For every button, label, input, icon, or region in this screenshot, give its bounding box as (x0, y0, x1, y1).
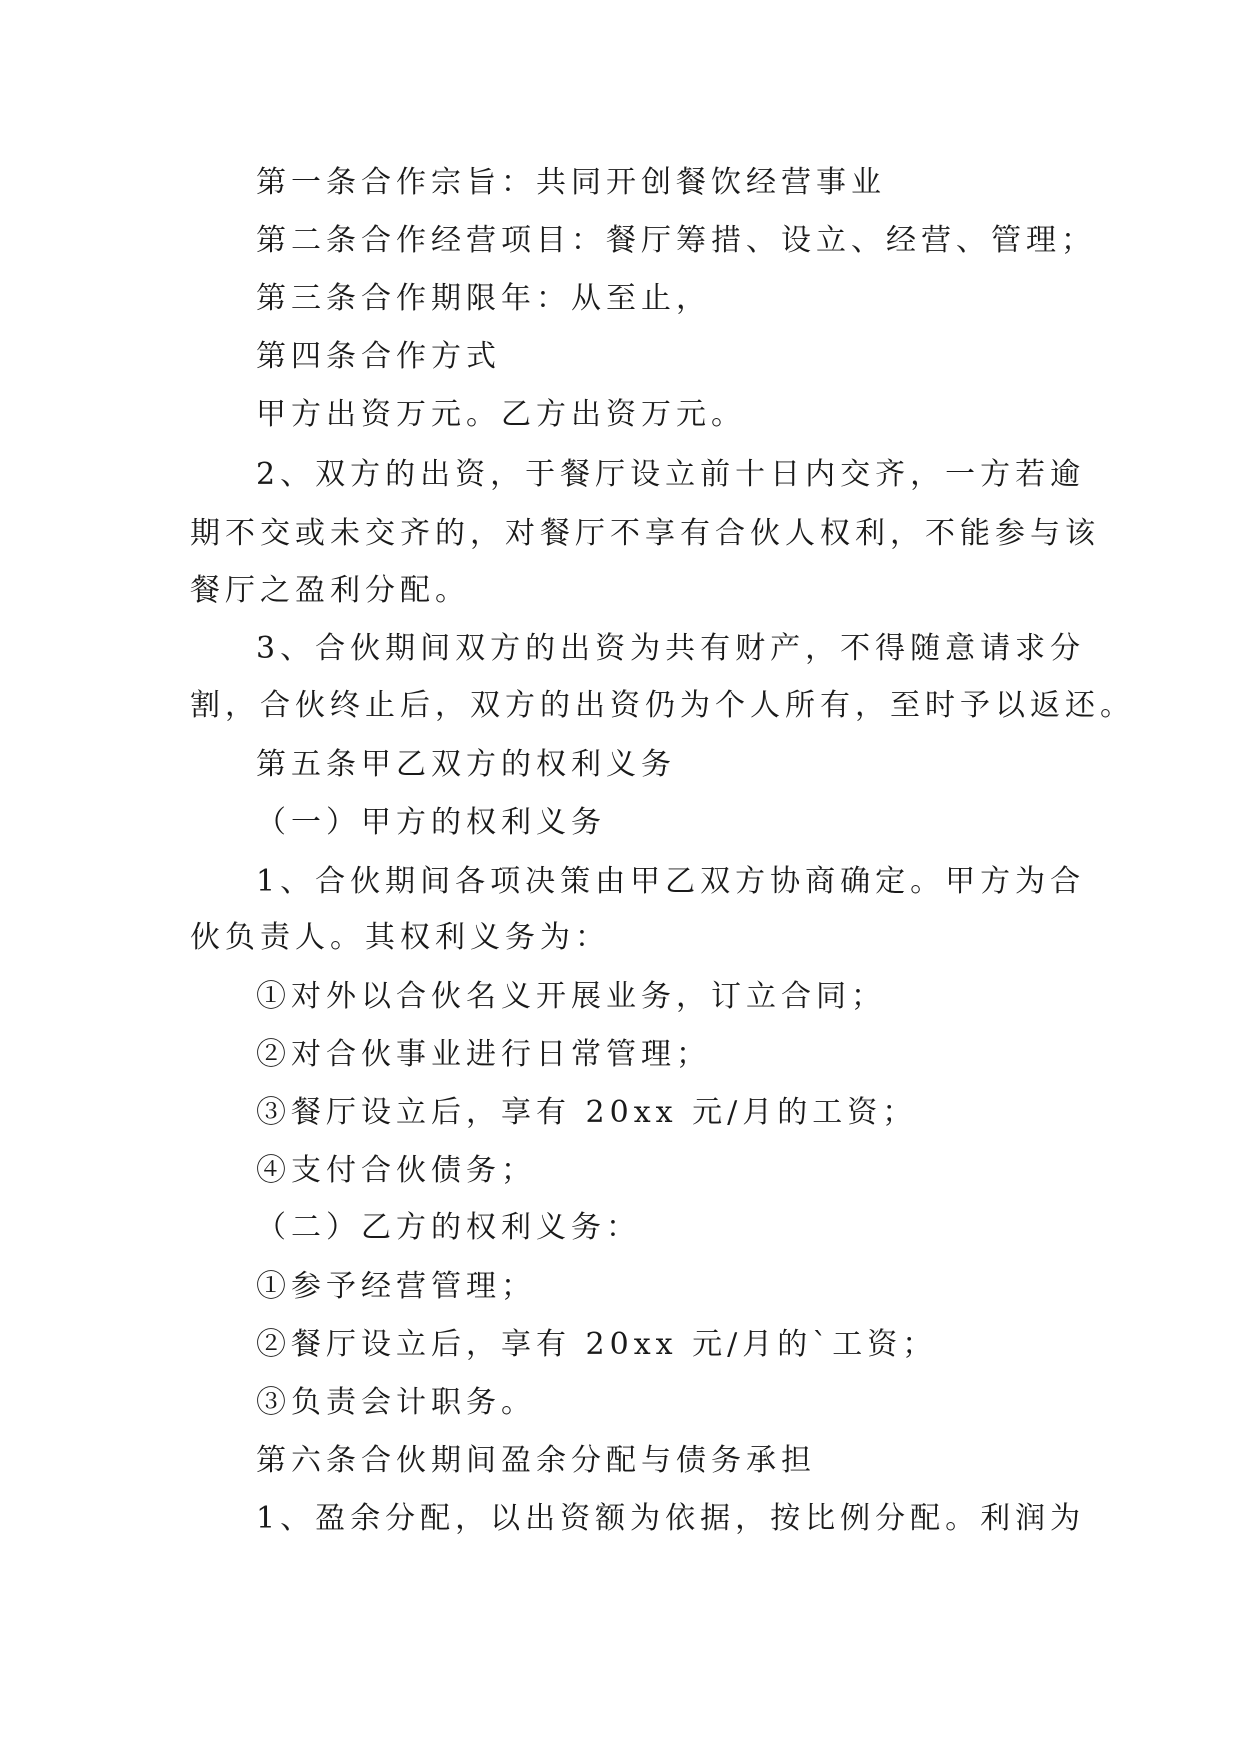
capital-contribution: 甲方出资万元。乙方出资万元。 (256, 397, 746, 432)
list-item: ③负责会计职务。 (256, 1385, 536, 1420)
paragraph-line: 伙负责人。其权利义务为： (190, 920, 610, 955)
article-1-purpose: 第一条合作宗旨：共同开创餐饮经营事业 (256, 165, 886, 200)
list-item: ④支付合伙债务； (256, 1153, 536, 1188)
paragraph-line: 1、合伙期间各项决策由甲乙双方协商确定。甲方为合 (256, 864, 1086, 899)
paragraph-line: 餐厅之盈利分配。 (190, 573, 470, 608)
list-item: ①参予经营管理； (256, 1269, 536, 1304)
paragraph-line: 2、双方的出资，于餐厅设立前十日内交齐，一方若逾 (256, 457, 1086, 492)
list-item: ③餐厅设立后，享有 20xx 元/月的工资； (256, 1095, 918, 1130)
article-6-heading: 第六条合伙期间盈余分配与债务承担 (256, 1443, 816, 1478)
list-item: ②餐厅设立后，享有 20xx 元/月的`工资； (256, 1327, 938, 1362)
list-item: ②对合伙事业进行日常管理； (256, 1037, 711, 1072)
section-party-b: （二）乙方的权利义务： (256, 1210, 641, 1245)
section-party-a: （一）甲方的权利义务 (256, 805, 606, 840)
paragraph-line: 1、盈余分配，以出资额为依据，按比例分配。利润为 (256, 1501, 1086, 1536)
list-item: ①对外以合伙名义开展业务，订立合同； (256, 979, 886, 1014)
article-5-heading: 第五条甲乙双方的权利义务 (256, 747, 676, 782)
paragraph-line: 割，合伙终止后，双方的出资仍为个人所有，至时予以返还。 (190, 688, 1135, 723)
paragraph-line: 期不交或未交齐的，对餐厅不享有合伙人权利，不能参与该 (190, 516, 1100, 551)
article-3-term: 第三条合作期限年：从至止， (256, 281, 711, 316)
article-2-business-scope: 第二条合作经营项目：餐厅筹措、设立、经营、管理； (256, 223, 1096, 258)
article-4-heading: 第四条合作方式 (256, 339, 501, 374)
paragraph-line: 3、合伙期间双方的出资为共有财产，不得随意请求分 (256, 631, 1086, 666)
